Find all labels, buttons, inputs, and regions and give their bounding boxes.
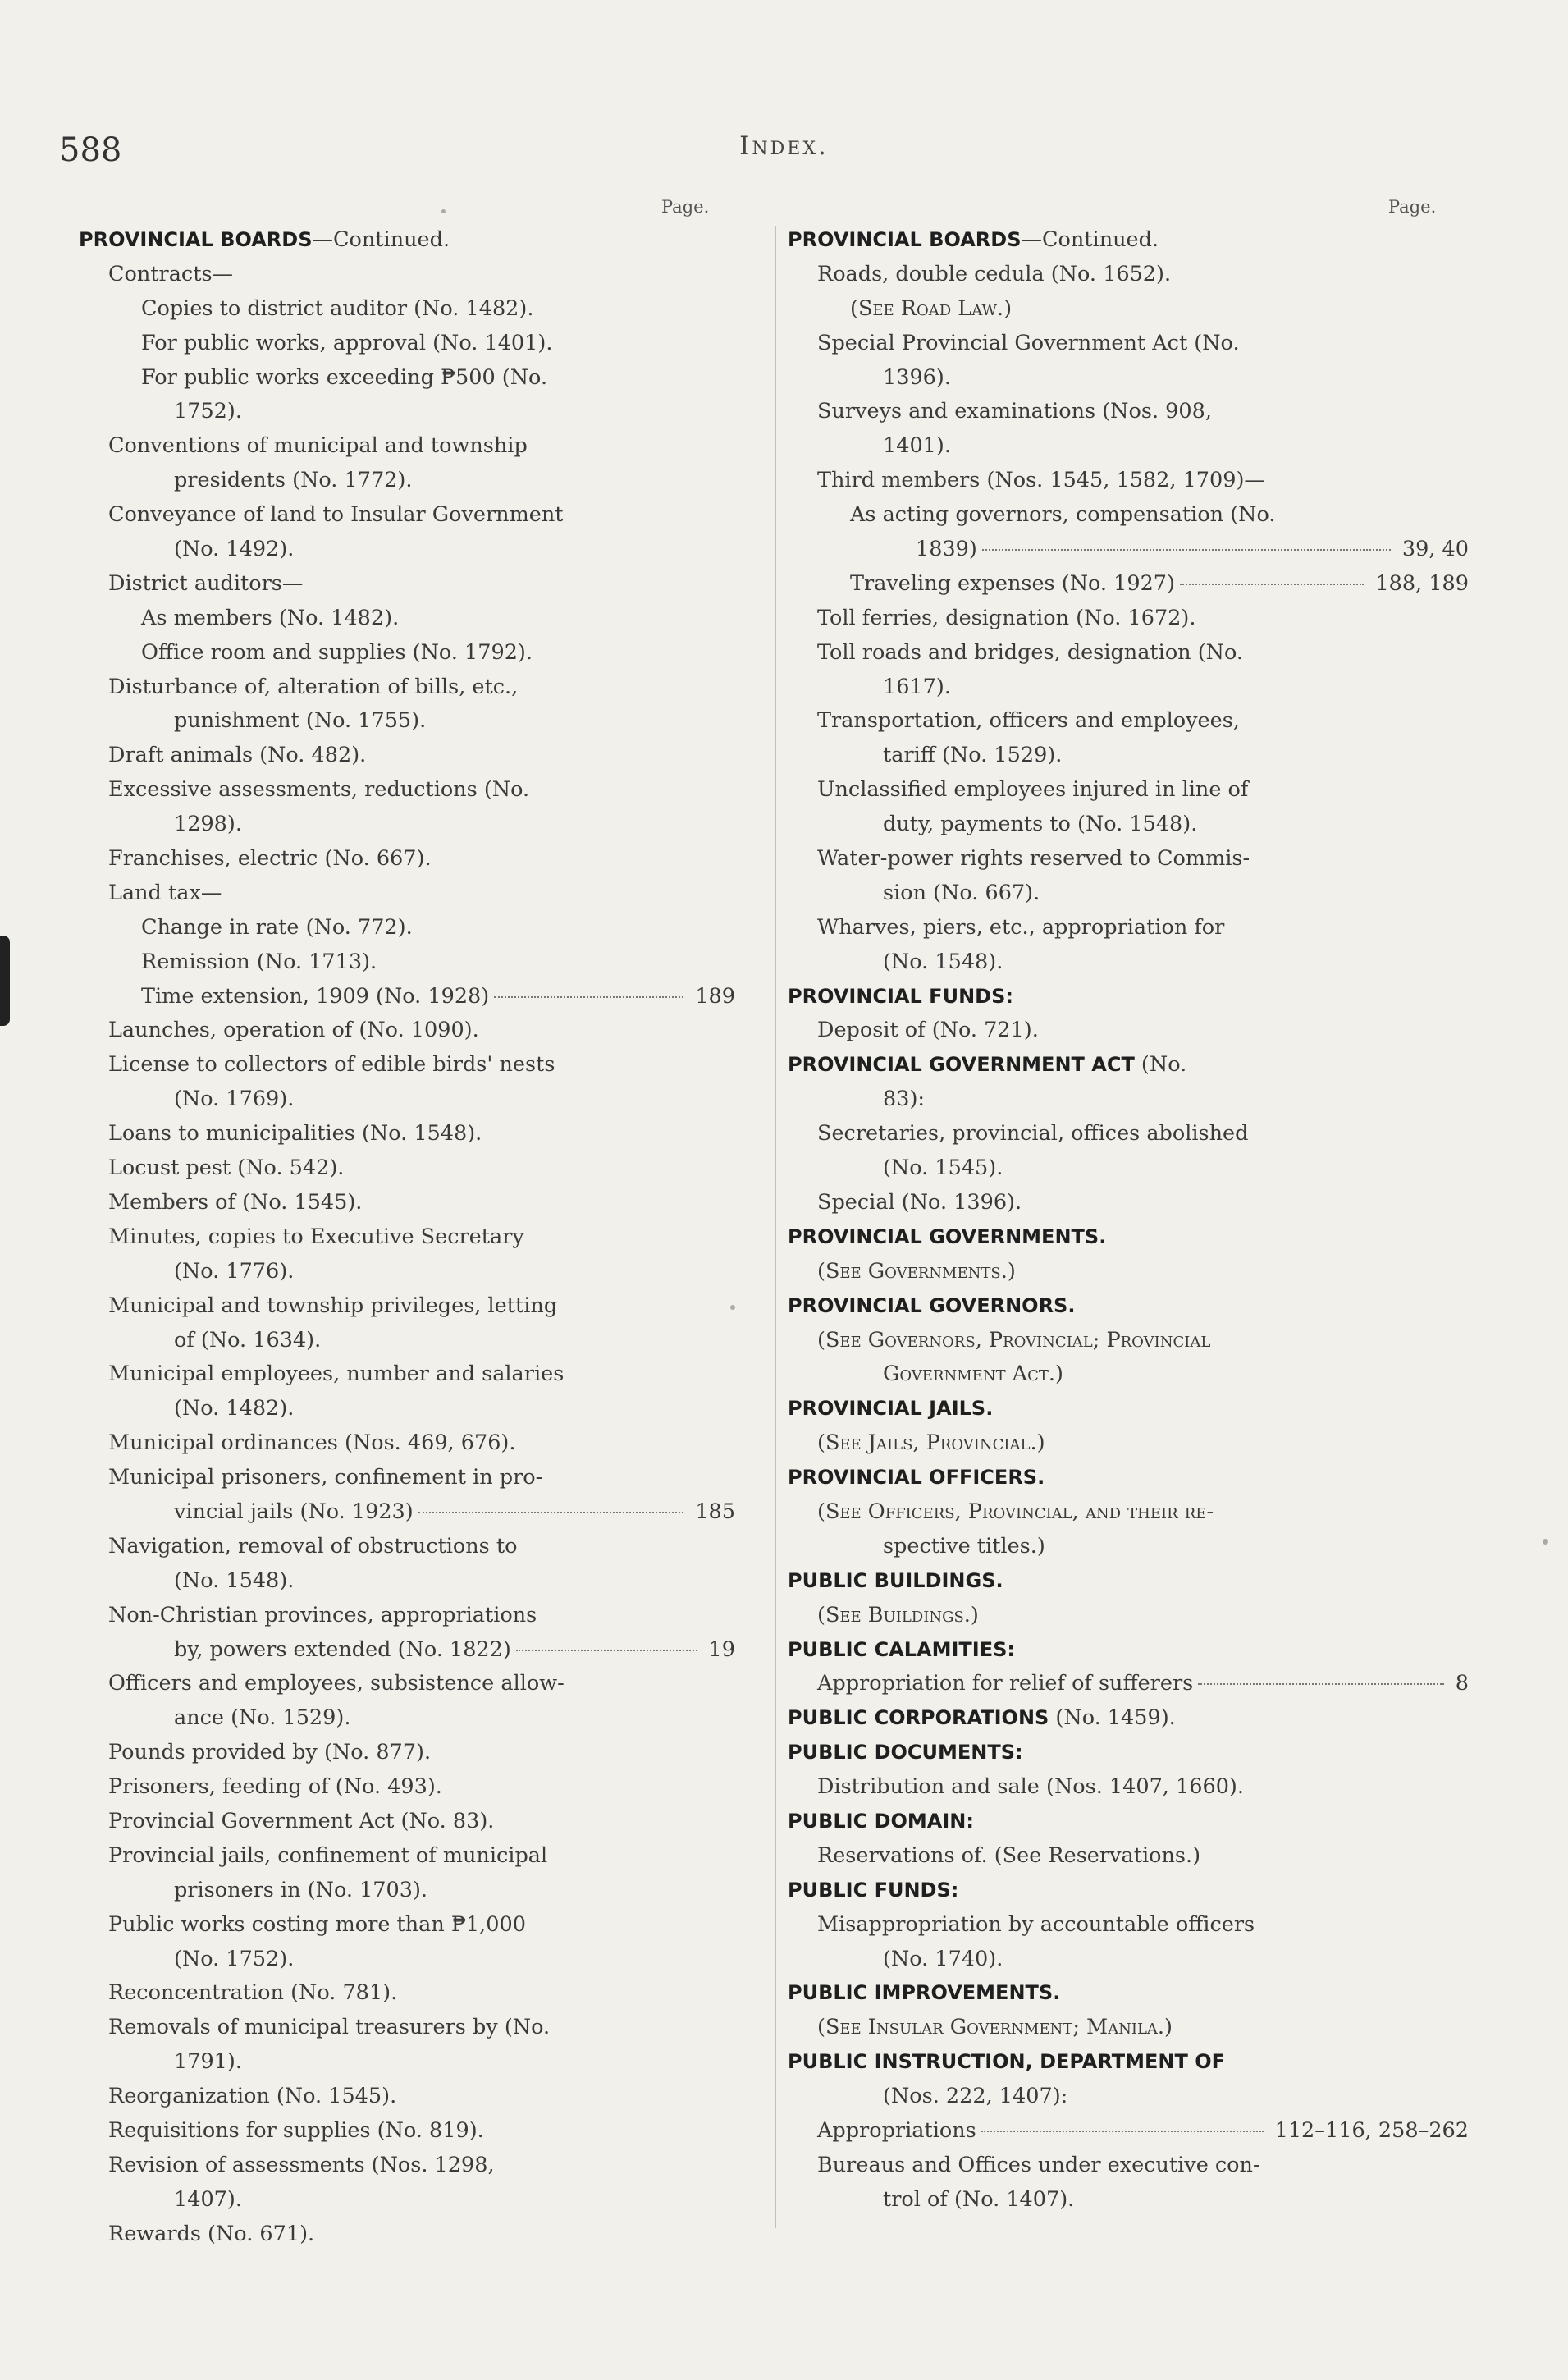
entry-text: vincial jails (No. 1923) [174,1499,414,1524]
entry-text: PUBLIC CORPORATIONS [788,1706,1049,1730]
dot-leader [982,549,1391,551]
entry-text: Members of (No. 1545). [108,1189,363,1215]
index-entry [79,671,735,705]
entry-text: Transportation, officers and employees, [817,708,1240,734]
index-entry [79,395,735,429]
index-entry [788,1530,1469,1564]
entry-text: of (No. 1634). [174,1327,322,1352]
entry-text: (No. 1776). [174,1258,295,1284]
heading-continuation: —Continued. [312,227,450,252]
entry-text: Provincial Government Act (No. 83). [108,1808,495,1833]
index-entry [79,911,735,945]
index-entry [788,1495,1469,1530]
entry-text: PUBLIC CALAMITIES: [788,1637,1016,1661]
index-heading [788,1976,1469,2011]
index-entry [79,1633,735,1668]
index-entry [79,1908,735,1943]
right-page-column-label: Page. [1388,197,1437,217]
entry-text: (No. 1548). [174,1568,295,1593]
entry-text: Removals of municipal treasurers by (No. [108,2015,551,2040]
entry-text: 1791). [174,2049,242,2075]
index-entry [79,1357,735,1392]
entry-text: Disturbance of, alteration of bills, etc., [108,674,519,699]
index-entry [79,773,735,808]
index-entry [788,567,1469,602]
entry-text: Prisoners, feeding of (No. 493). [108,1774,442,1800]
index-entry [79,602,735,636]
index-entry [788,1667,1469,1701]
index-entry [79,1117,735,1151]
index-heading [788,1392,1469,1426]
entry-text: Franchises, electric (No. 667). [108,846,432,872]
index-entry [79,842,735,876]
index-entry [79,1255,735,1289]
entry-text: 83): [883,1087,925,1112]
index-entry [788,945,1469,980]
dot-leader [516,1650,697,1651]
left-index-column [79,223,735,2252]
index-heading [788,1048,1469,1082]
index-entry [788,2080,1469,2114]
entry-text: As acting governors, compensation (No. [850,502,1276,528]
index-entry [788,1324,1469,1358]
dot-leader [981,2131,1264,2132]
index-entry [79,1392,735,1426]
entry-text: For public works, approval (No. 1401). [141,330,553,355]
entry-text: For public works exceeding ₱500 (No. [141,364,548,390]
entry-text: Municipal employees, number and salaries [108,1362,565,1387]
entry-text: Revision of assessments (Nos. 1298, [108,2152,495,2177]
index-heading [788,223,1469,258]
entry-text: PROVINCIAL FUNDS: [788,984,1013,1008]
index-entry [79,1151,735,1186]
entry-text: PROVINCIAL GOVERNORS. [788,1293,1076,1317]
index-entry [788,498,1469,533]
index-entry [79,1943,735,1977]
entry-text: PROVINCIAL BOARDS [788,228,1022,251]
entry-text: Reconcentration (No. 781). [108,1980,398,2006]
index-entry [79,1564,735,1599]
index-entry [788,1357,1469,1392]
entry-text: Change in rate (No. 772). [141,914,413,940]
entry-text: (No. 1752). [174,1946,295,1971]
dot-leader [418,1512,684,1513]
index-entry [79,258,735,292]
entry-text: Non-Christian provinces, appropriations [108,1602,537,1627]
index-entry [79,704,735,739]
dot-leader [494,996,683,998]
entry-text: Special (No. 1396). [817,1189,1022,1215]
entry-text: Copies to district auditor (No. 1482). [141,295,534,321]
entry-text: Provincial jails, confinement of municipal [108,1842,548,1868]
index-entry [79,1701,735,1736]
entry-text: Deposit of (No. 721). [817,1018,1039,1043]
entry-text: PUBLIC BUILDINGS. [788,1568,1003,1592]
heading-continuation: (No. [1134,1052,1187,1078]
entry-text: ance (No. 1529). [174,1705,351,1731]
index-entry [788,2011,1469,2045]
entry-text: 1298). [174,812,242,837]
entry-text: Launches, operation of (No. 1090). [108,1018,479,1043]
entry-text: Unclassified employees injured in line of [817,777,1249,803]
index-heading [788,1564,1469,1599]
entry-text: Secretaries, provincial, offices abolished [817,1121,1249,1147]
entry-text: trol of (No. 1407). [883,2186,1075,2212]
entry-text: (See Buildings.) [817,1602,979,1627]
index-entry [79,1082,735,1117]
page-reference: 19 [708,1636,735,1662]
entry-text: sion (No. 667). [883,880,1040,905]
entry-text: PROVINCIAL OFFICERS. [788,1466,1045,1490]
dot-leader [1198,1683,1444,1685]
entry-text: Reorganization (No. 1545). [108,2084,397,2109]
entry-text: Toll roads and bridges, designation (No. [817,639,1243,665]
index-entry [79,1839,735,1874]
index-entry [79,2183,735,2218]
index-entry [788,1770,1469,1805]
entry-text: PUBLIC IMPROVEMENTS. [788,1981,1061,2005]
index-entry [79,2080,735,2114]
index-entry [79,2149,735,2183]
entry-text: District auditors— [108,570,304,596]
entry-text: Navigation, removal of obstructions to [108,1533,518,1558]
entry-text: 1752). [174,399,242,424]
entry-text: PROVINCIAL GOVERNMENTS. [788,1224,1107,1248]
entry-text: Appropriations [817,2117,976,2143]
entry-text: PUBLIC FUNDS: [788,1878,959,1902]
index-entry [788,1082,1469,1117]
page-number: 588 [59,131,122,169]
entry-text: Land tax— [108,880,222,905]
entry-text: 1617). [883,674,951,699]
entry-text: punishment (No. 1755). [174,708,427,734]
entry-text: Requisitions for supplies (No. 819). [108,2117,484,2143]
index-entry [79,464,735,498]
index-entry [788,1117,1469,1151]
index-entry [79,2114,735,2149]
entry-text: Rewards (No. 671). [108,2221,315,2246]
entry-text: duty, payments to (No. 1548). [883,812,1198,837]
entry-text: Water-power rights reserved to Commis- [817,846,1250,872]
index-entry [79,739,735,773]
index-heading [788,1736,1469,1770]
entry-text: 1396). [883,364,951,390]
index-entry [788,739,1469,773]
index-entry [79,2011,735,2045]
entry-text: (See Officers, Provincial, and their re- [817,1499,1214,1524]
entry-text: Minutes, copies to Executive Secretary [108,1224,524,1249]
index-entry [79,1770,735,1805]
index-heading [788,2045,1469,2080]
entry-text: License to collectors of edible birds' nests [108,1052,555,1078]
entry-text: Traveling expenses (No. 1927) [850,570,1175,596]
heading-continuation: —Continued. [1021,227,1159,252]
index-entry [79,2218,735,2252]
entry-text: (See Road Law.) [850,295,1013,321]
entry-text: PUBLIC DOMAIN: [788,1809,974,1833]
paper-speck [441,209,446,213]
index-entry [788,1151,1469,1186]
entry-text: Reservations of. (See Reservations.) [817,1842,1201,1868]
entry-text: Contracts— [108,261,234,286]
index-entry [788,327,1469,361]
entry-text: Time extension, 1909 (No. 1928) [141,983,490,1009]
index-entry [79,1289,735,1324]
entry-text: 1401). [883,433,951,459]
column-divider [775,226,776,2228]
index-entry [79,1495,735,1530]
entry-text: Conventions of municipal and township [108,433,528,459]
entry-text: 1839) [916,537,977,562]
entry-text: (No. 1548). [883,949,1003,974]
index-entry [79,292,735,327]
index-entry [788,1426,1469,1461]
entry-text: presidents (No. 1772). [174,468,413,493]
index-entry [79,1186,735,1220]
entry-text: Distribution and sale (Nos. 1407, 1660). [817,1774,1244,1800]
entry-text: Roads, double cedula (No. 1652). [817,261,1172,286]
index-entry [79,1805,735,1839]
running-head: Index. [739,131,829,161]
entry-text: Misappropriation by accountable officers [817,1911,1255,1937]
entry-text: (No. 1482). [174,1396,295,1421]
index-entry [79,1048,735,1082]
index-entry [788,464,1469,498]
index-entry [788,1255,1469,1289]
dot-leader [1180,584,1364,585]
index-entry [788,2114,1469,2149]
entry-text: Draft animals (No. 482). [108,743,367,768]
index-entry [79,533,735,567]
entry-text: Locust pest (No. 542). [108,1156,345,1181]
page-reference: 112–116, 258–262 [1274,2117,1469,2143]
index-entry [788,1908,1469,1943]
entry-text: Wharves, piers, etc., appropriation for [817,914,1225,940]
entry-text: Office room and supplies (No. 1792). [141,639,533,665]
index-entry [788,911,1469,945]
entry-text: Government Act.) [883,1362,1063,1387]
page-reference: 8 [1455,1671,1469,1696]
entry-text: (No. 1545). [883,1156,1003,1181]
index-entry [788,533,1469,567]
index-entry [788,1186,1469,1220]
index-entry [79,1014,735,1048]
index-entry [788,2149,1469,2183]
index-entry [788,258,1469,292]
entry-text: Municipal prisoners, confinement in pro- [108,1465,543,1490]
entry-text: (No. 1740). [883,1946,1003,1971]
index-heading [788,1461,1469,1495]
index-entry [788,808,1469,842]
entry-text: (See Governments.) [817,1258,1016,1284]
index-heading [788,980,1469,1014]
entry-text: Officers and employees, subsistence allow- [108,1671,565,1696]
index-entry [788,1943,1469,1977]
index-entry [79,361,735,396]
page-reference: 188, 189 [1375,570,1469,596]
index-entry [79,1976,735,2011]
entry-text: PROVINCIAL GOVERNMENT ACT [788,1053,1135,1077]
index-entry [79,1530,735,1564]
index-entry [79,1599,735,1633]
index-entry [788,842,1469,876]
entry-text: (See Governors, Provincial; Provincial [817,1327,1211,1352]
binding-edge-mark [0,936,10,1026]
entry-text: Third members (Nos. 1545, 1582, 1709)— [817,468,1265,493]
entry-text: Municipal and township privileges, letting [108,1293,558,1318]
index-entry [788,773,1469,808]
entry-text: 1407). [174,2186,242,2212]
index-entry [788,1839,1469,1874]
index-entry [79,1736,735,1770]
index-entry [788,1599,1469,1633]
index-heading [788,1701,1469,1736]
entry-text: (No. 1492). [174,537,295,562]
index-entry [79,636,735,671]
entry-text: Loans to municipalities (No. 1548). [108,1121,482,1147]
index-heading [788,1633,1469,1668]
entry-text: Pounds provided by (No. 877). [108,1740,432,1765]
index-entry [788,602,1469,636]
index-entry [788,876,1469,911]
page-reference: 39, 40 [1401,537,1469,562]
index-entry [788,361,1469,396]
index-entry [79,1874,735,1908]
index-entry [79,1220,735,1255]
entry-text: Appropriation for relief of sufferers [817,1671,1194,1696]
entry-text: Conveyance of land to Insular Government [108,502,564,528]
entry-text: PROVINCIAL BOARDS [79,228,313,251]
index-heading [788,1220,1469,1255]
page-reference: 189 [695,983,735,1009]
entry-text: Excessive assessments, reductions (No. [108,777,530,803]
entry-text: tariff (No. 1529). [883,743,1063,768]
page-reference: 185 [695,1499,735,1524]
entry-text: Bureaus and Offices under executive con- [817,2152,1260,2177]
entry-text: (Nos. 222, 1407): [883,2084,1068,2109]
right-index-column [788,223,1469,2218]
index-entry [79,808,735,842]
heading-continuation: (No. 1459). [1049,1705,1176,1731]
index-entry [79,567,735,602]
index-entry [788,2183,1469,2218]
index-entry [788,429,1469,464]
entry-text: PUBLIC INSTRUCTION, DEPARTMENT OF [788,2050,1226,2074]
index-entry [788,395,1469,429]
index-entry [788,292,1469,327]
entry-text: Surveys and examinations (Nos. 908, [817,399,1212,424]
entry-text: (See Jails, Provincial.) [817,1430,1045,1456]
entry-text: (See Insular Government; Manila.) [817,2015,1173,2040]
entry-text: Special Provincial Government Act (No. [817,330,1240,355]
index-heading [788,1805,1469,1839]
index-entry [79,2045,735,2080]
index-heading [788,1289,1469,1324]
entry-text: (No. 1769). [174,1087,295,1112]
left-page-column-label: Page. [661,197,710,217]
entry-text: Toll ferries, designation (No. 1672). [817,605,1196,630]
entry-text: As members (No. 1482). [141,605,400,630]
index-entry [79,1324,735,1358]
index-entry [788,636,1469,671]
index-entry [79,980,735,1014]
index-entry [788,1014,1469,1048]
index-heading [788,1874,1469,1908]
index-entry [788,704,1469,739]
index-entry [79,1426,735,1461]
paper-speck [1543,1539,1548,1545]
index-entry [79,429,735,464]
entry-text: PUBLIC DOCUMENTS: [788,1741,1023,1764]
index-entry [79,1461,735,1495]
entry-text: Remission (No. 1713). [141,949,377,974]
entry-text: PROVINCIAL JAILS. [788,1397,994,1421]
index-entry [79,498,735,533]
entry-text: spective titles.) [883,1533,1045,1558]
index-entry [788,671,1469,705]
entry-text: prisoners in (No. 1703). [174,1877,428,1902]
index-entry [79,327,735,361]
entry-text: Municipal ordinances (Nos. 469, 676). [108,1430,516,1456]
entry-text: Public works costing more than ₱1,000 [108,1911,526,1937]
entry-text: by, powers extended (No. 1822) [174,1636,511,1662]
index-entry [79,1667,735,1701]
paper-speck [730,1305,735,1310]
index-entry [79,876,735,911]
index-heading [79,223,735,258]
index-entry [79,945,735,980]
